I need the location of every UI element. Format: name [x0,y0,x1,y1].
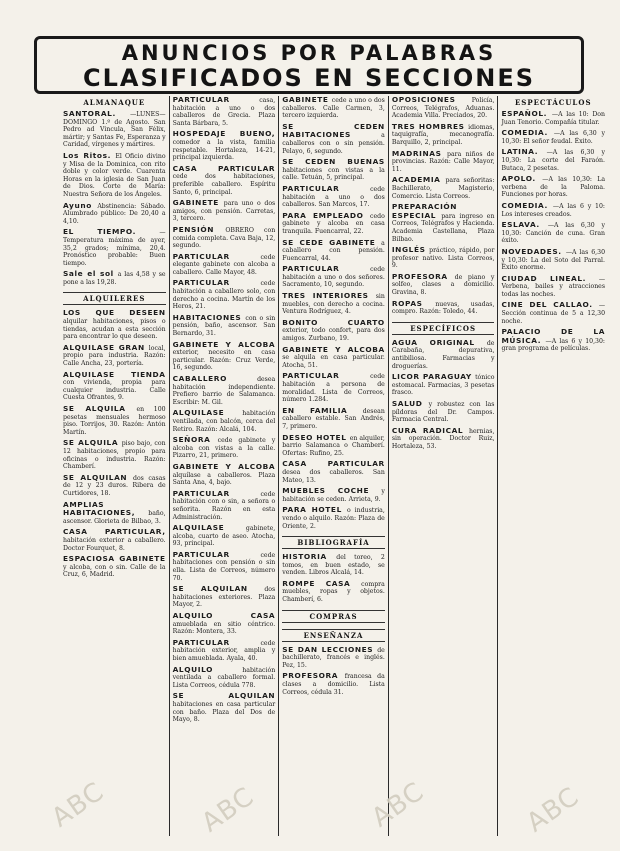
ad-lead: CASA PARTICULAR [172,163,276,173]
ad-text: exterior, todo confort, para dos amigos. Zurbano, 19. [282,327,385,343]
ad-lead: MUEBLES COCHE [282,486,382,496]
ad-lead: LICOR PARAGUAY [391,372,476,382]
classified-ad [392,246,495,270]
ad-text: o industria, vendo o alquilo. Razón: Plaza de Oriente, 2. [282,507,385,530]
ad-text: casa, habitación a uno o dos caballeros de Grecia. Plaza Santa Bárbara, 5. [172,97,276,127]
section-heading: ESPECTÁCULOS [514,98,592,107]
column-rentals [170,96,280,836]
ad-lead: SALUD [391,399,429,408]
ad-text: desean caballero estable. San Andrés, 7, primero. [282,407,385,430]
ad-lead: PARTICULAR [282,183,371,193]
ad-text: práctico, rápido, por profesor nativo. Lista Correos, 9. [391,247,495,270]
classified-ad [63,344,166,368]
header-title-line2: CLASIFICADOS EN SECCIONES [82,64,535,92]
ad-text: comedor a la vista, familia respetable. Hortaleza, 14-21, principal izquierda. [172,138,276,162]
ad-lead: SE ALQUILAN [172,691,276,701]
classified-ad [173,199,276,223]
ad-lead: ROPAS [391,298,436,308]
ad-lead: ESLAVA. [501,220,548,230]
classified-ad [173,409,276,433]
ad-text: baño, ascensor. Glorieta de Bilbao, 3. [63,510,166,525]
ad-text: cede habitación a uno o dos caballeros. San Marcos, 17. [282,185,385,209]
ad-text: hernias, sin operación. Doctor Ruiz, Hortaleza, 53. [391,427,495,450]
ad-lead: PARTICULAR [282,264,371,274]
classified-ad [173,314,276,338]
section-heading: ESPECÍFICOS [392,322,495,335]
ad-lead: Ayuno [63,200,98,210]
ad-lead: SE ALQUILA [63,404,137,413]
ad-text: francesa da clases a domicilio. Lista Correos, cédula 31. [282,673,385,696]
classified-ad [282,372,385,403]
ad-lead: PALACIO DE LA MÚSICA. [501,327,606,345]
classified-ad [173,341,276,372]
ad-lead: PARTICULAR [172,251,261,261]
ad-lead: CASA PARTICULAR, [63,527,166,537]
ad-text: —A las 6,30 y 10,30: Canción de cuna. Gran éxito. [501,222,606,245]
ad-lead: GABINETE [282,96,332,104]
classified-ad [282,487,385,503]
classified-ad [392,150,495,174]
ad-lead: COMEDIA. [501,128,554,138]
classified-ad [282,434,385,458]
classified-ad [501,202,605,218]
ad-lead: ESPACIOSA GABINETE [63,554,166,564]
classified-ad [173,165,276,196]
ad-text: de piano y solfeo, clases a domicilio. Gravina, 8. [391,273,495,297]
ad-text: cede a uno o dos caballeros. Calle Carmen, 3, tercero izquierda. [282,97,385,120]
classified-ad [173,375,276,406]
ad-text: y alcoba, con o sin. Calle de la Cruz, 6, Madrid. [63,563,166,579]
ad-text: dos casas de 12 y 23 duros. Ribera de Curtidores, 18. [63,474,166,497]
classified-ad [173,226,276,250]
ad-lead: CURA RADICAL [391,425,470,435]
section-heading: ENSEÑANZA [282,629,385,642]
ad-lead: EN FAMILIA [282,405,363,415]
ad-lead: SEÑORA [172,435,218,445]
ad-lead: GABINETE [172,198,224,208]
ad-lead: PARTICULAR [172,488,261,498]
ad-lead: CASA PARTICULAR [282,459,385,469]
ad-text: Policía, Correos, Telégrafos, Aduanas. Academia Villa. Preciados, 20. [391,97,495,120]
ad-lead: AGUA ORIGINAL [391,337,487,347]
ad-text: piso bajo, con 12 habitaciones, propio para oficinas o industria. Razón: Chamberí. [63,440,166,471]
ad-lead: PARTICULAR [172,96,260,104]
ad-text: cede habitación a uno o dos señores. Sacramento, 10, segundo. [282,266,385,289]
ad-lead: TRES INTERIORES [282,291,376,301]
classified-ad [501,129,605,145]
ad-lead: SE ALQUILAN [172,584,265,594]
classified-ad [63,474,166,498]
ad-text: de Carabaña, depurativa, antibiliosa. Farmacias y droguerías. [391,339,495,370]
ad-lead: PENSIÓN [172,224,226,234]
ad-text: —A las 6 y 10,30: gran programa de películas. [501,337,606,353]
classified-ad [501,301,605,325]
classified-ad [392,373,495,397]
classified-ad [63,439,166,470]
section-heading: ALQUILERES [63,292,166,305]
ad-lead: INGLÉS [391,245,430,255]
classified-ad [282,158,385,182]
ad-lead: ESPAÑOL. [501,109,552,118]
classified-ad [282,460,385,484]
ad-lead: ALQUILASE [172,408,243,418]
ad-lead: GABINETE Y ALCOBA [172,339,276,349]
ad-text: —A las 6 y 10: Los intereses creados. [501,202,606,218]
column-shows [498,96,608,836]
classified-ad [63,228,166,267]
ad-text: alquilar habitaciones, pisos o tiendas, acudan a esta sección para encontrar lo que deseen. [63,318,166,341]
classified-ad [282,319,385,343]
ad-lead: ALQUILO CASA [172,611,276,621]
ad-lead: COMEDIA. [501,200,553,210]
classified-ad [63,501,166,526]
watermark: ABC [196,781,260,839]
ad-text: para uno o dos amigos, con pensión. Carretas, 3, tercero. [172,200,276,223]
classified-ad [282,239,385,263]
ad-lead: ACADEMIA [391,175,446,185]
ad-text: compra muebles, ropas y objetos. Chamberí, 6. [282,580,385,604]
ad-text: —Sección continua de 5 a 12,30 noche. [501,302,606,325]
header-title-line1: ANUNCIOS POR PALABRAS [121,41,497,65]
ad-text: —A las 6,30 y 10,30: La corte del Faraón. Butaca, 2 pesetas. [501,149,606,172]
ad-lead: ALQUILASE [172,523,246,533]
ad-text: —Temperatura máxima de ayer, 35,2 grados; mínima, 20,4. Pronóstico probable: Buen tiempo. [63,229,166,267]
classified-ad [173,253,276,277]
ad-text: gabinete, alcoba, cuarto de aseo. Atocha, 93, principal. [172,525,276,548]
column-teaching [389,96,499,836]
ad-text: habitaciones en casa particular con baño. Plaza del Dos de Mayo, 8. [172,700,276,724]
classified-ad [63,528,166,552]
classified-ad [501,221,605,245]
ad-lead: PARA EMPLEADO [282,210,370,220]
ad-lead: Los Ritos. [63,150,116,160]
ad-text: exterior, necesito en casa particular. Razón: Cruz Verde, 16, segundo. [172,349,276,372]
ad-text: con vivienda, propia para cualquier industria. Calle Cuesta Ofrantes, 9. [63,379,166,402]
ad-lead: PREPARACIÓN ESPECIAL [391,202,458,220]
ad-lead: PARTICULAR [282,371,371,381]
ad-lead: HABITACIONES [172,312,246,322]
ad-text: de bachillerato, francés e inglés. Pez, 15. [282,646,385,669]
column-almanac [60,96,170,836]
column-rentals-2 [279,96,389,836]
section-heading: COMPRAS [282,610,385,623]
ad-lead: CABALLERO [172,374,258,383]
watermark: ABC [46,776,110,834]
ad-text: para señoritas: Bachillerato, Magisterio, Comercio. Lista Correos. [391,177,495,200]
ad-lead: SANTORAL. [63,109,131,118]
ad-lead: SE DAN LECCIONES [282,644,378,654]
classified-ad [392,176,495,200]
ad-lead: TRES HOMBRES [391,121,469,131]
ad-text: a las 4,58 y se pone a las 19,28. [63,271,166,286]
ad-text: en alquiler, barrio Salamanca o Chamberí. Ofertas: Rufino, 25. [282,434,385,457]
ad-lead: SE CEDEN BUENAS [282,157,385,167]
ad-text: con o sin pensión, baño, ascensor. San Bernardo, 31. [172,314,276,338]
ad-text: idiomas, taquigrafía, mecanografía. Barquillo, 2, principal. [391,123,495,146]
ad-text: El Oficio divino y Misa de la Dominica, con rito doble y color verde. Cuarenta Horas en la iglesia de San Juan de Dios. Corte de María: Nuestra Señora de los Ángeles. [63,152,166,198]
ad-text: —A las 6,30 y 10,30: La del Soto del Parral. Éxito enorme. [501,248,606,272]
ad-lead: ROMPE CASA [282,578,362,588]
ad-text: sin muebles, con derecho a cocina. Ventura Rodríguez, 4. [282,293,385,316]
classified-ad [173,130,276,161]
ad-text: amueblada en sitio céntrico. Razón: Montera, 33. [172,620,276,636]
classified-ad [282,96,385,120]
ad-text: alquílase a caballeros. Plaza Santa Ana, 4, bajo. [172,471,276,487]
classified-ad [63,309,166,340]
ad-lead: PARTICULAR [172,549,261,559]
classified-ad [392,427,495,451]
classified-ad [173,463,276,487]
ad-lead: HISTORIA [282,552,337,562]
ad-lead: LOS QUE DESEEN [63,308,166,318]
classified-ad [282,185,385,209]
classified-ad [282,407,385,431]
ad-lead: PARA HOTEL [282,505,348,515]
classified-ad [173,96,276,127]
watermark: ABC [521,781,585,839]
ad-text: tónico estomacal. Farmacias, 3 pesetas frasco. [391,374,495,397]
ad-text: desea dos caballeros. San Mateo, 13. [282,468,385,484]
ad-lead: PARTICULAR [172,637,261,647]
section-heading: ALMANAQUE [83,98,146,107]
classified-ad [63,270,166,286]
classified-ad [392,96,495,120]
ad-text: y habitación se ceden. Arrieta, 9. [282,488,385,503]
ads-columns [60,96,608,836]
ad-text: local, propio para industria. Razón: Calle Ancha, 23, portería. [63,344,166,368]
ad-lead: MADRINAS [391,148,448,158]
ad-text: —A las 10: Don Juan Tenorio. Compañía titular. [501,111,606,126]
ad-text: cede habitación a caballero solo, con derecho a cocina. Martín de los Heros, 21. [172,280,276,311]
ad-text: cede habitación exterior, amplia y bien amueblada. Ayala, 40. [172,639,276,662]
ad-text: a caballeros con o sin pensión. Pelayo, 6, segundo. [282,132,385,155]
ad-lead: ALQUILO [172,664,243,674]
ad-text: y robustez con las píldoras del Dr. Campos. Farmacia Central. [391,401,495,424]
classified-ad [501,175,605,199]
ad-lead: PROFESORA [391,271,455,281]
classified-ad [282,506,385,530]
ad-text: —A las 6,30 y 10,30: El señor feudal. Éxito. [501,130,606,145]
ad-text: cede elegante gabinete con alcoba a caballero. Calle Mayor, 48. [172,253,276,276]
ad-text: a caballero con pensión. Fuencarral, 44. [282,239,385,262]
ad-lead: AMPLIAS HABITACIONES, [63,499,149,518]
ad-lead: CINE DEL CALLAO. [501,300,599,310]
ad-text: OBRERO con comida completa. Cava Baja, 12, segundo. [172,226,276,250]
ad-text: cedo gabinete y alcoba en casa tranquila. Fuencarral, 22. [282,212,385,235]
ad-text: Abstinencia: Sábado. Alumbrado público: De 20,40 a 4,10. [63,202,166,225]
ad-text: —A las 10,30: La verbena de la Paloma. Funciones por horas. [501,176,606,199]
classified-ad [63,555,166,579]
classified-ad [282,553,385,577]
ad-text: para niños de provincias. Razón: Calle Mayor, 11. [391,150,495,173]
ad-text: dos habitaciones exteriores. Plaza Mayor, 2. [172,586,276,609]
ad-text: —LUNES—DOMINGO 1.º de Agosto. San Pedro ad Vincula, San Félix, mártir; y Santas Fe, Esperanza y Caridad, vírgenes y mártires. [63,111,166,149]
classified-ad [392,300,495,316]
ad-text: habitaciones con vistas a la calle. Tetuán, 5, principal. [282,166,385,182]
ad-text: cede habitación con o sin, a señora o señorita. Razón en esta Administración. [172,490,276,521]
classified-ad [173,279,276,310]
classified-ad [501,148,605,172]
ad-lead: PARTICULAR [172,278,261,288]
classified-ad [173,490,276,521]
classified-ad [392,273,495,297]
classified-ad [173,524,276,548]
ad-lead: HOSPEDAJE BUENO, [172,129,276,139]
ad-lead: DESEO HOTEL [282,432,350,442]
ad-text: para ingreso en Correos, Telégrafos y Hacienda. Academia Castellana, Plaza Bilbao. [391,212,495,243]
classified-ad [392,203,495,243]
ad-lead: SE CEDEN HABITACIONES [282,121,385,140]
classified-ad [501,328,605,353]
ad-text: habitación exterior a caballero. Doctor Fourquet, 8. [63,536,166,552]
ad-lead: ALQUILASE TIENDA [63,369,166,379]
watermark: ABC [366,776,430,834]
section-heading: BIBLIOGRAFÍA [282,536,385,549]
classified-ad [501,110,605,126]
classified-ad [282,646,385,670]
classified-ad [63,371,166,402]
ad-text: cede dos habitaciones, preferible caballero. Espíritu Santo, 6, principal. [172,173,276,196]
ad-lead: LATINA. [501,147,547,157]
ad-lead: APOLO. [501,174,543,184]
ad-lead: EL TIEMPO. [63,227,160,237]
classified-ad [282,292,385,316]
ad-text: habitación ventilada a caballero formal. Lista Correos, cédula 778. [172,666,276,689]
ad-lead: Sale el sol [63,269,118,279]
ad-lead: PROFESORA [282,671,345,681]
classified-ad [501,275,605,299]
classified-ad [282,346,385,370]
ad-lead: CIUDAD LINEAL. [501,273,599,283]
ad-lead: SE ALQUILAN [63,472,133,482]
classified-ad [392,123,495,147]
classified-ad [173,666,276,690]
ad-lead: SE CEDE GABINETE [282,237,382,247]
classified-ad [501,248,605,272]
classified-ad [173,585,276,609]
classified-ad [392,400,495,424]
ad-text: cede gabinete y alcoba con vistas a la calle. Pizarro, 21, primero. [172,437,276,460]
classified-ad [282,123,385,155]
classified-ad [173,551,276,582]
ad-text: cede habitación a persona de moralidad. Lista de Correos, número 1.284. [282,373,385,404]
classified-ad [63,110,166,149]
classified-ad [173,436,276,460]
ad-lead: NOVEDADES. [501,246,566,256]
ad-text: se alquila en casa particular. Atocha, 51. [282,354,385,369]
classified-ad [282,672,385,696]
classified-ad [63,152,166,199]
ad-lead: GABINETE Y ALCOBA [172,461,276,471]
section-header [34,36,584,94]
ad-text: en 100 pesetas mensuales hermoso piso. Torrijos, 30. Razón: Antón Martín. [63,406,166,436]
classified-ad [173,612,276,636]
classified-ad [282,212,385,236]
ad-text: —Verbena, bailes y atracciones todas las noches. [501,275,606,298]
classified-ad [173,692,276,723]
ad-lead: BONITO CUARTO [282,317,385,327]
classified-ad [392,339,495,370]
ad-text: del toreo, 2 tomos, en buen estado, se venden. Libros Alcalá, 14. [282,554,385,577]
ad-text: nuevas, usadas, compro. Razón: Toledo, 44. [391,300,495,316]
ad-text: cede habitaciones con pensión o sin ella. Lista de Correos, número 70. [172,551,276,582]
ad-lead: OPOSICIONES [391,96,472,104]
classified-ad [173,639,276,663]
classified-ad [282,265,385,289]
ad-lead: GABINETE Y ALCOBA [282,344,385,354]
ad-text: desea habitación independiente. Prefiero barrio de Salamanca. Escribir: M. Gil. [172,376,276,406]
classified-ad [282,580,385,604]
classified-ad [63,202,166,226]
ad-lead: SE ALQUILA [63,438,122,448]
classified-ad [63,405,166,436]
ad-lead: ALQUILASE GRAN [63,342,149,352]
ad-text: habitación ventilada, con balcón, cerca del Retiro. Razón: Alcalá, 104. [172,410,276,433]
